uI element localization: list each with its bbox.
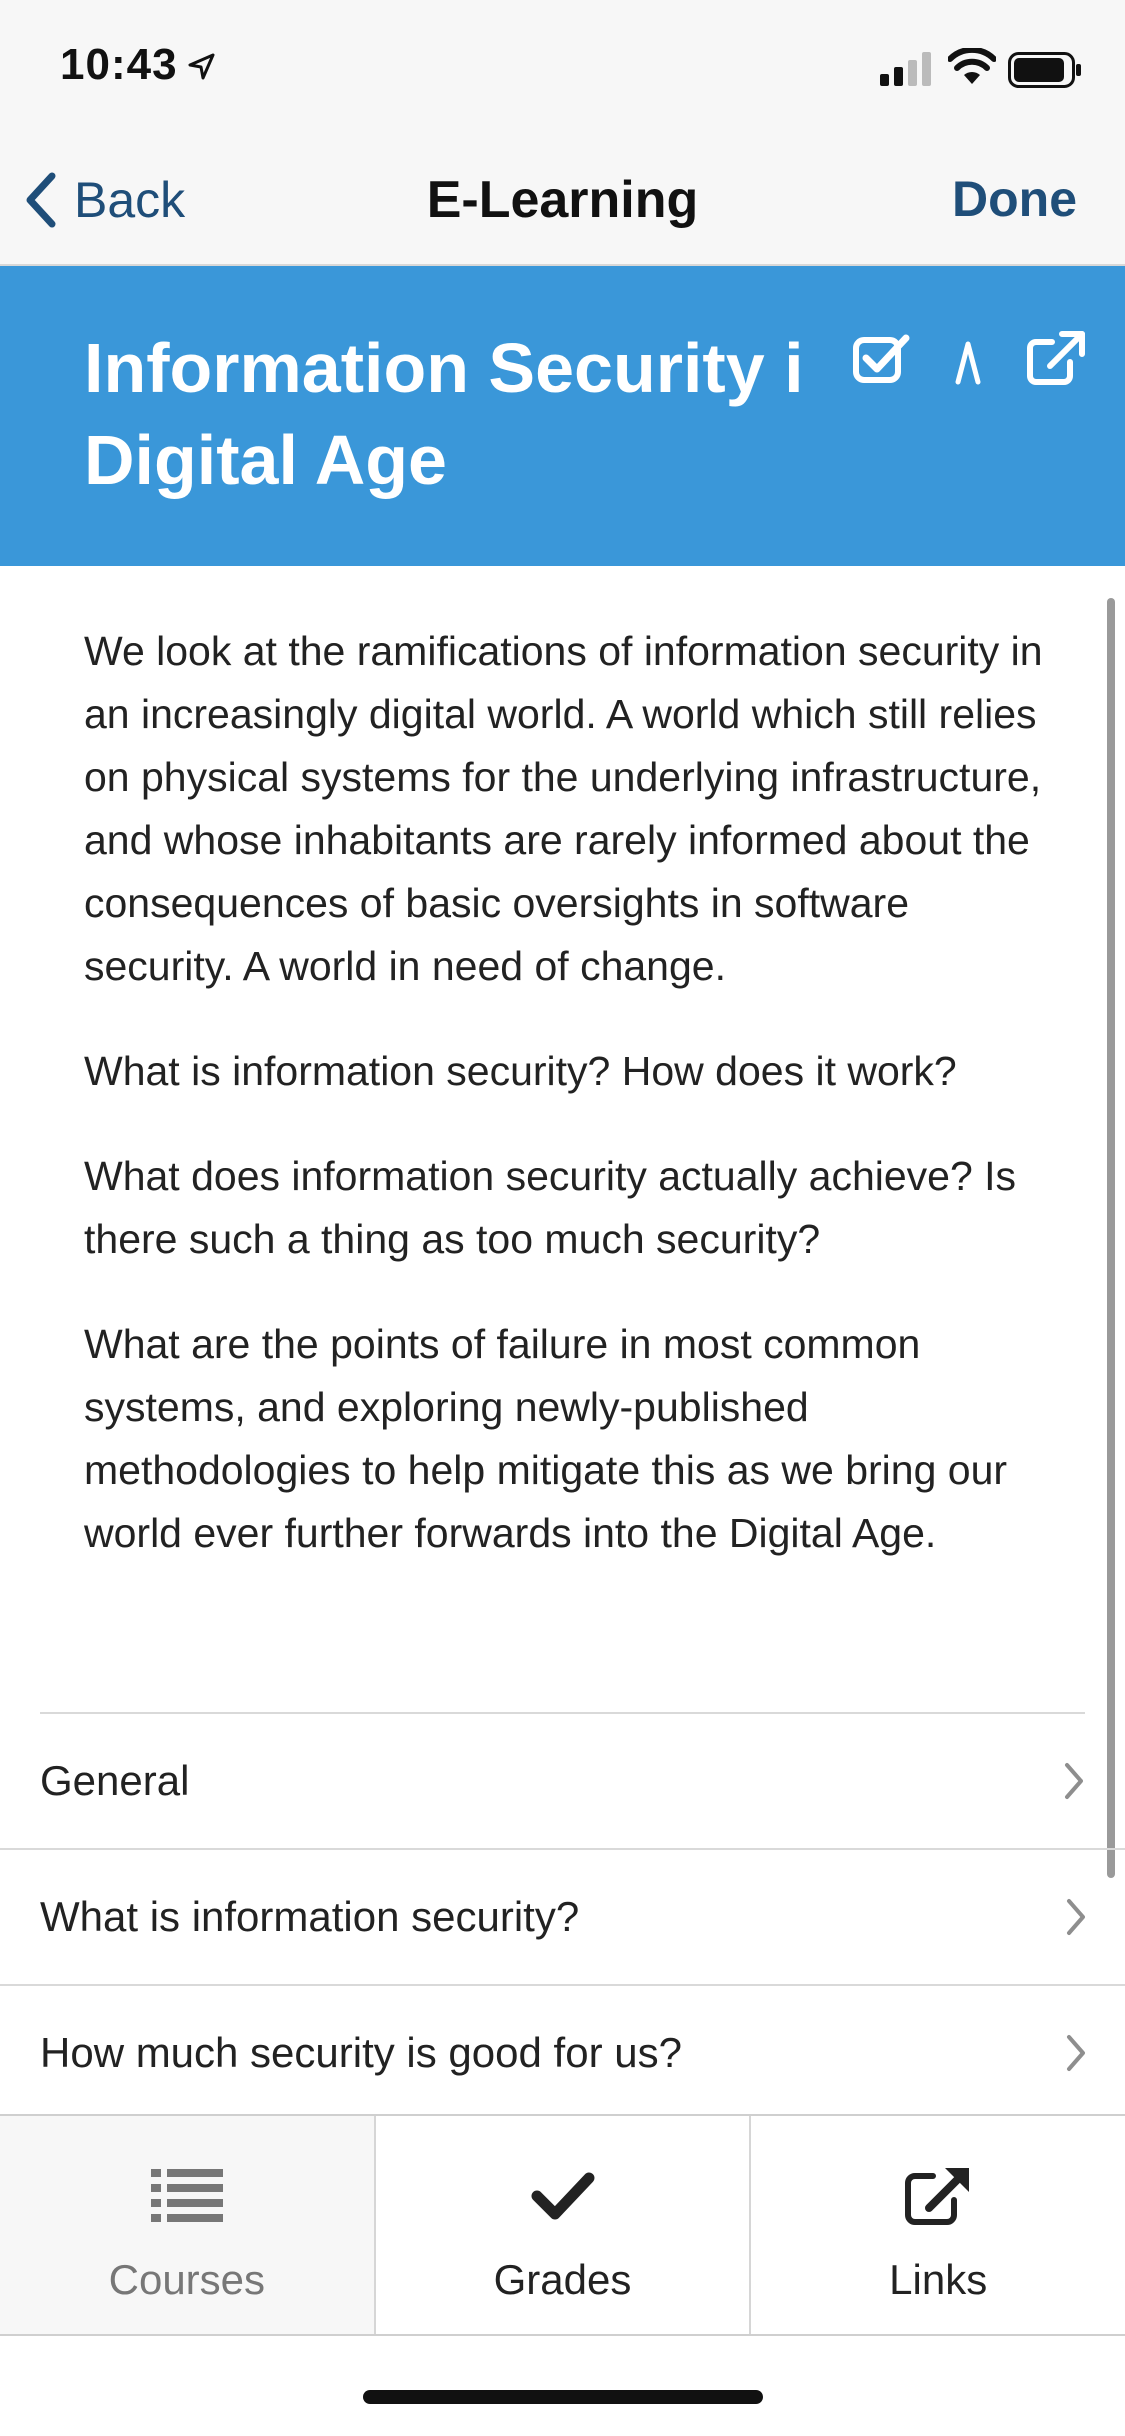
check-square-icon[interactable]	[852, 330, 912, 391]
cellular-signal-icon	[880, 52, 936, 91]
chevron-left-icon	[22, 170, 58, 230]
list-item-label: What is information security?	[40, 1893, 580, 1940]
list-item-label: How much security is good for us?	[40, 2029, 682, 2076]
banner-actions	[852, 330, 1125, 391]
list-item-label: General	[40, 1757, 190, 1804]
back-label: Back	[74, 172, 186, 228]
location-arrow-icon	[186, 52, 216, 87]
tab-label: Grades	[493, 2256, 632, 2303]
done-button[interactable]: Done	[952, 171, 1077, 227]
status-bar	[0, 0, 1125, 140]
tab-links[interactable]	[751, 2116, 1125, 2334]
description-paragraph: What is information security? How does it work?	[84, 1048, 957, 1094]
home-indicator[interactable]	[363, 2390, 763, 2404]
description-paragraph: What does information security actually achieve? Is there such a thing as too much security?	[84, 1153, 1017, 1262]
course-description	[84, 620, 1054, 1607]
section-list	[0, 1712, 1125, 2120]
course-banner	[0, 266, 1125, 566]
page-title: E-Learning	[426, 171, 699, 229]
description-paragraph: We look at the ramifications of information security in an increasingly digital world. A world which still relies on physical systems for the underlying infrastructure, and whose inhabitants are rarely informed about the consequences of basic oversights in software security. A world in need of change.	[84, 628, 1043, 989]
ladder-icon[interactable]	[954, 330, 984, 391]
navigation-bar	[0, 140, 1125, 266]
external-link-icon	[903, 2162, 973, 2228]
tab-label: Courses	[108, 2256, 266, 2303]
chevron-right-icon	[1065, 2033, 1087, 2073]
status-time: 10:43	[60, 40, 178, 89]
battery-icon	[1008, 52, 1084, 93]
checkmark-icon	[531, 2162, 595, 2228]
tab-bar	[0, 2114, 1125, 2336]
external-link-icon[interactable]	[1026, 330, 1086, 391]
list-item-general[interactable]	[40, 1712, 1085, 1848]
list-icon	[151, 2162, 223, 2228]
description-paragraph: What are the points of failure in most common systems, and exploring newly-published methodologies to help mitigate this as we bring our world ever further forwards into the Digital Age.	[84, 1321, 1008, 1556]
tab-label: Links	[889, 2256, 988, 2303]
scrollbar[interactable]	[1107, 598, 1115, 1878]
chevron-right-icon	[1065, 1897, 1087, 1937]
tab-courses[interactable]	[0, 2116, 376, 2334]
wifi-icon	[948, 48, 996, 91]
back-button[interactable]	[22, 170, 185, 230]
list-item-how-much-security[interactable]	[0, 1984, 1125, 2120]
chevron-right-icon	[1063, 1761, 1085, 1801]
list-item-what-is-information-security[interactable]	[0, 1848, 1125, 1984]
tab-grades[interactable]	[376, 2116, 752, 2334]
course-title: Information Security i Digital Age	[84, 329, 804, 499]
